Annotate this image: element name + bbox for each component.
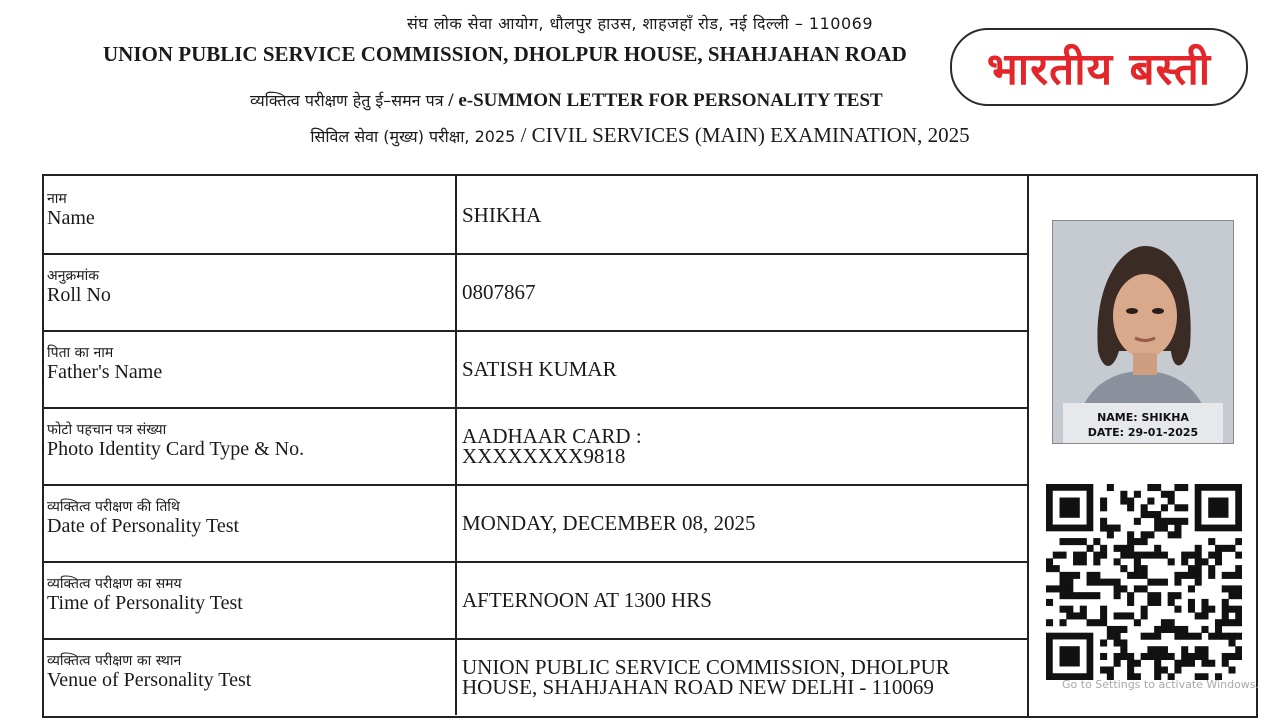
field-label [44,638,457,715]
organization-title: UNION PUBLIC SERVICE COMMISSION, DHOLPUR HOUSE, SHAHJAHAN ROAD [103,42,907,66]
hindi-address: संघ लोक सेवा आयोग, धौलपुर हाउस, शाहजहाँ रोड, नई दिल्ली – 110069 [406,14,874,33]
field-label-english: Date of Personality Test [47,515,240,537]
table-row [44,330,1027,409]
field-label-english: Roll No [47,284,111,306]
field-value-line-1: UNION PUBLIC SERVICE COMMISSION, DHOLPUR [462,654,950,679]
field-label-hindi: अनुक्रमांक [47,268,99,284]
table-row [44,407,1027,486]
field-label [44,176,457,253]
field-label-hindi: व्यक्तित्व परीक्षण की तिथि [47,499,180,515]
field-label-hindi: व्यक्तित्व परीक्षण का समय [47,576,182,592]
candidate-photo [1052,220,1234,444]
photo-caption-date: DATE: 29-01-2025 [1087,426,1199,439]
field-value [462,561,1022,638]
qr-code-icon [1046,484,1242,680]
field-label-english: Name [47,207,95,229]
field-label [44,253,457,330]
letter-title [250,89,883,112]
field-label-english: Father's Name [47,361,163,383]
field-value-line-1: SHIKHA [462,202,542,227]
exam-title-hindi: सिविल सेवा (मुख्य) परीक्षा, 2025 [310,127,516,146]
field-value [462,253,1022,330]
photo-caption-name: NAME: SHIKHA [1097,411,1189,424]
field-value-line-1: AFTERNOON AT 1300 HRS [462,587,712,612]
photo-qr-column [1027,176,1258,716]
table-row [44,638,1027,715]
exam-title-english: / CIVIL SERVICES (MAIN) EXAMINATION, 2025 [520,123,970,147]
field-label [44,484,457,561]
table-row [44,253,1027,332]
field-value-line-2: HOUSE, SHAHJAHAN ROAD NEW DELHI - 110069 [462,674,934,699]
field-value [462,407,1022,484]
table-row [44,561,1027,640]
table-row [44,484,1027,563]
field-value [462,638,1022,715]
field-label-english: Photo Identity Card Type & No. [47,438,305,460]
table-row [44,176,1027,255]
field-value-line-1: 0807867 [462,279,536,304]
field-label-hindi: पिता का नाम [47,345,114,361]
activate-windows-watermark: Go to Settings to activate Windows. [1062,678,1260,691]
summon-details-table [42,174,1258,718]
candidate-photo-illustration [1053,221,1233,443]
field-value [462,176,1022,253]
field-label-hindi: फोटो पहचान पत्र संख्या [47,422,167,438]
exam-title [0,123,1280,148]
field-label-hindi: नाम [47,191,67,207]
field-label-english: Venue of Personality Test [47,669,252,691]
field-value-line-1: AADHAAR CARD : [462,423,642,448]
letter-title-english: / e-SUMMON LETTER FOR PERSONALITY TEST [448,90,883,111]
field-label-hindi: व्यक्तित्व परीक्षण का स्थान [47,653,182,669]
field-label [44,407,457,484]
letter-title-hindi: व्यक्तित्व परीक्षण हेतु ई–समन पत्र [250,91,444,110]
field-value-line-1: SATISH KUMAR [462,356,617,381]
field-value-line-2: XXXXXXXX9818 [462,443,626,468]
field-label [44,561,457,638]
field-value [462,484,1022,561]
field-value [462,330,1022,407]
field-label [44,330,457,407]
bharatiya-basti-logo: भारतीय बस्ती [950,28,1248,106]
field-label-english: Time of Personality Test [47,592,243,614]
field-value-line-1: MONDAY, DECEMBER 08, 2025 [462,510,756,535]
